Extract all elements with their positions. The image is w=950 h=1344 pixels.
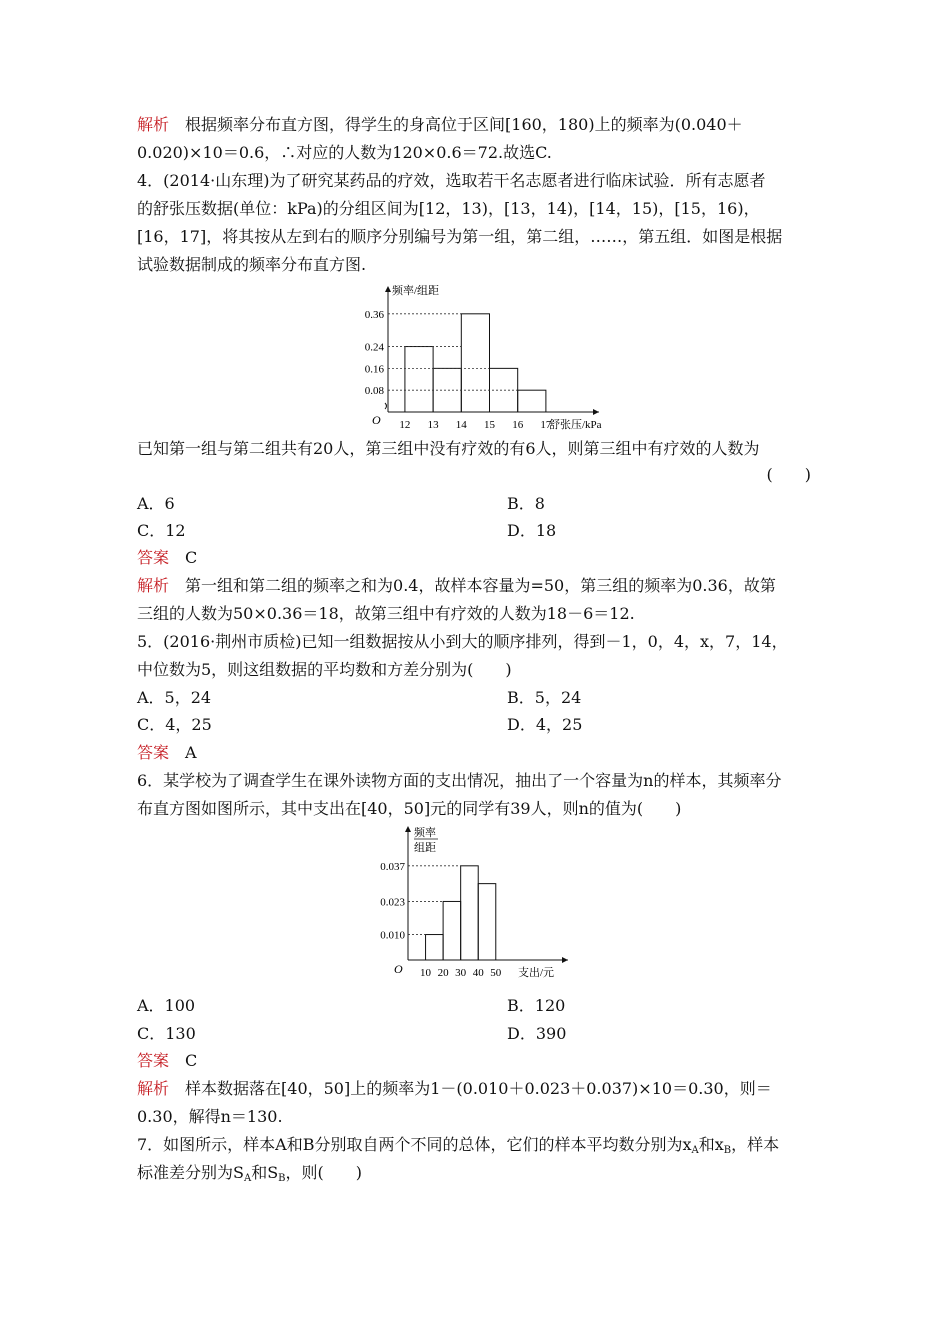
q4-option-c: C．12 (137, 521, 186, 540)
histogram-bar (443, 901, 461, 960)
answer-value: A (185, 743, 197, 762)
explanation-3 (137, 112, 743, 138)
q6-option-a: A．100 (137, 996, 196, 1015)
histogram-bar (405, 347, 433, 412)
q6-option-d: D．390 (507, 1024, 567, 1043)
y-axis-label-bottom: 组距 (414, 842, 436, 854)
answer-value: C (185, 1051, 198, 1070)
histogram-blood-pressure (350, 284, 610, 432)
x-tick-label: 40 (472, 967, 484, 979)
q5-option-a: A．5，24 (137, 688, 212, 707)
question-4-line-1: 4．(2014·山东理)为了研究某药品的疗效，选取若干名志愿者进行临床试验．所有志愿者 (137, 171, 766, 190)
y-tick-label: 0.08 (364, 385, 384, 398)
y-tick-label: 0.24 (364, 341, 384, 354)
q7-text: ，则( ) (285, 1163, 363, 1182)
question-4-stem-end: 已知第一组与第二组共有20人，第三组中没有疗效的有6人，则第三组中有疗效的人数为 (137, 439, 760, 458)
q4-option-d: D．18 (507, 521, 557, 540)
answer-tag: 答案 (137, 743, 170, 762)
explanation-tag: 解析 (137, 115, 170, 134)
q7-text: 7．如图所示，样本A和B分别取自两个不同的总体，它们的样本平均数分别为x (137, 1135, 692, 1154)
explanation-text: 样本数据落在[40，50]上的频率为1－(0.010＋0.023＋0.037)×10＝0.30，则＝ (185, 1079, 772, 1098)
q6-answer (137, 1048, 197, 1074)
y-axis-label-top: 频率 (414, 827, 436, 839)
q6-explanation (137, 1076, 772, 1102)
answer-blank: ( ) (766, 465, 811, 484)
x-tick-label: 50 (490, 967, 502, 979)
question-7-line-1 (137, 1132, 779, 1158)
q6-option-b: B．120 (507, 996, 566, 1015)
histogram-spending (376, 824, 576, 986)
question-5-line-2: 中位数为5，则这组数据的平均数和方差分别为( ) (137, 660, 512, 679)
q5-option-b: B．5，24 (507, 688, 582, 707)
answer-tag: 答案 (137, 548, 170, 567)
q5-option-d: D．4，25 (507, 715, 583, 734)
y-axis-arrow (405, 826, 411, 832)
question-4-line-2: 的舒张压数据(单位：kPa)的分组区间为[12，13)，[13，14)，[14，15)，[15，16)， (137, 199, 760, 218)
x-axis-arrow (593, 409, 599, 415)
x-axis-arrow (562, 957, 568, 963)
origin-label: O (394, 962, 403, 976)
q7-text: 和x (698, 1135, 724, 1154)
answer-value: C (185, 548, 198, 567)
question-6-line-1: 6．某学校为了调查学生在课外读物方面的支出情况，抽出了一个容量为n的样本，其频率分 (137, 771, 782, 790)
y-tick-label: 0.16 (364, 363, 384, 376)
histogram-bar (426, 935, 444, 960)
explanation-tag: 解析 (137, 1079, 170, 1098)
x-tick-label: 17 (540, 419, 552, 431)
q6-option-c: C．130 (137, 1024, 196, 1043)
x-tick-label: 15 (484, 419, 495, 431)
subscript-b: B (278, 1173, 286, 1184)
y-tick-label: 0.023 (380, 896, 405, 909)
q4-option-b: B．8 (507, 494, 545, 513)
histogram-bar (518, 390, 546, 412)
axis-break (385, 403, 387, 409)
subscript-a: A (243, 1173, 252, 1184)
explanation-3-cont: 0.020)×10＝0.6，∴对应的人数为120×0.6＝72.故选C. (137, 143, 552, 162)
q4-answer (137, 545, 197, 571)
y-axis-label: 频率/组距 (392, 285, 440, 297)
q4-option-a: A．6 (137, 494, 175, 513)
q4-explanation-cont: 三组的人数为50×0.36＝18，故第三组中有疗效的人数为18－6＝12. (137, 604, 635, 623)
question-5-line-1: 5．(2016·荆州市质检)已知一组数据按从小到大的顺序排列，得到－1，0，4，x，7，14， (137, 632, 788, 651)
explanation-text: 根据频率分布直方图，得学生的身高位于区间[160，180)上的频率为(0.040＋ (185, 115, 743, 134)
x-tick-label: 10 (420, 967, 432, 979)
question-4-line-3: [16，17]，将其按从左到右的顺序分别编号为第一组，第二组，……，第五组．如图是根据 (137, 227, 783, 246)
y-tick-label: 0.037 (380, 860, 405, 873)
origin-label: O (372, 413, 381, 427)
y-tick-label: 0.36 (364, 308, 384, 321)
subscript-b: B (723, 1145, 732, 1156)
explanation-tag: 解析 (137, 576, 170, 595)
q7-text: 标准差分别为S (137, 1163, 244, 1182)
histogram-bar (461, 314, 489, 412)
q5-option-c: C．4，25 (137, 715, 212, 734)
y-tick-label: 0.010 (380, 929, 405, 942)
x-tick-label: 13 (427, 419, 439, 431)
subscript-a: A (691, 1145, 699, 1156)
histogram-bar (461, 866, 479, 960)
x-axis-label: 支出/元 (518, 967, 555, 979)
x-tick-label: 20 (437, 967, 449, 979)
q6-explanation-cont: 0.30，解得n＝130. (137, 1107, 283, 1126)
x-axis-label: 舒张压/kPa (549, 419, 602, 431)
answer-tag: 答案 (137, 1051, 170, 1070)
histogram-bar (478, 884, 496, 960)
question-6-line-2: 布直方图如图所示，其中支出在[40，50]元的同学有39人，则n的值为( ) (137, 799, 682, 818)
x-tick-label: 16 (512, 419, 524, 431)
question-7-line-2 (137, 1160, 362, 1186)
question-4-line-4: 试验数据制成的频率分布直方图. (137, 255, 367, 274)
q4-explanation (137, 573, 776, 599)
question-4-paren-line (137, 462, 817, 488)
explanation-text: 第一组和第二组的频率之和为0.4，故样本容量为=50，第三组的频率为0.36，故第 (185, 576, 776, 595)
q5-answer (137, 740, 197, 766)
y-axis-arrow (385, 286, 391, 292)
q7-text: ，样本 (731, 1135, 780, 1154)
x-tick-label: 30 (455, 967, 467, 979)
x-tick-label: 14 (455, 419, 467, 431)
x-tick-label: 12 (399, 419, 411, 431)
question-4-line-5 (137, 436, 817, 462)
q7-text: 和S (251, 1163, 279, 1182)
